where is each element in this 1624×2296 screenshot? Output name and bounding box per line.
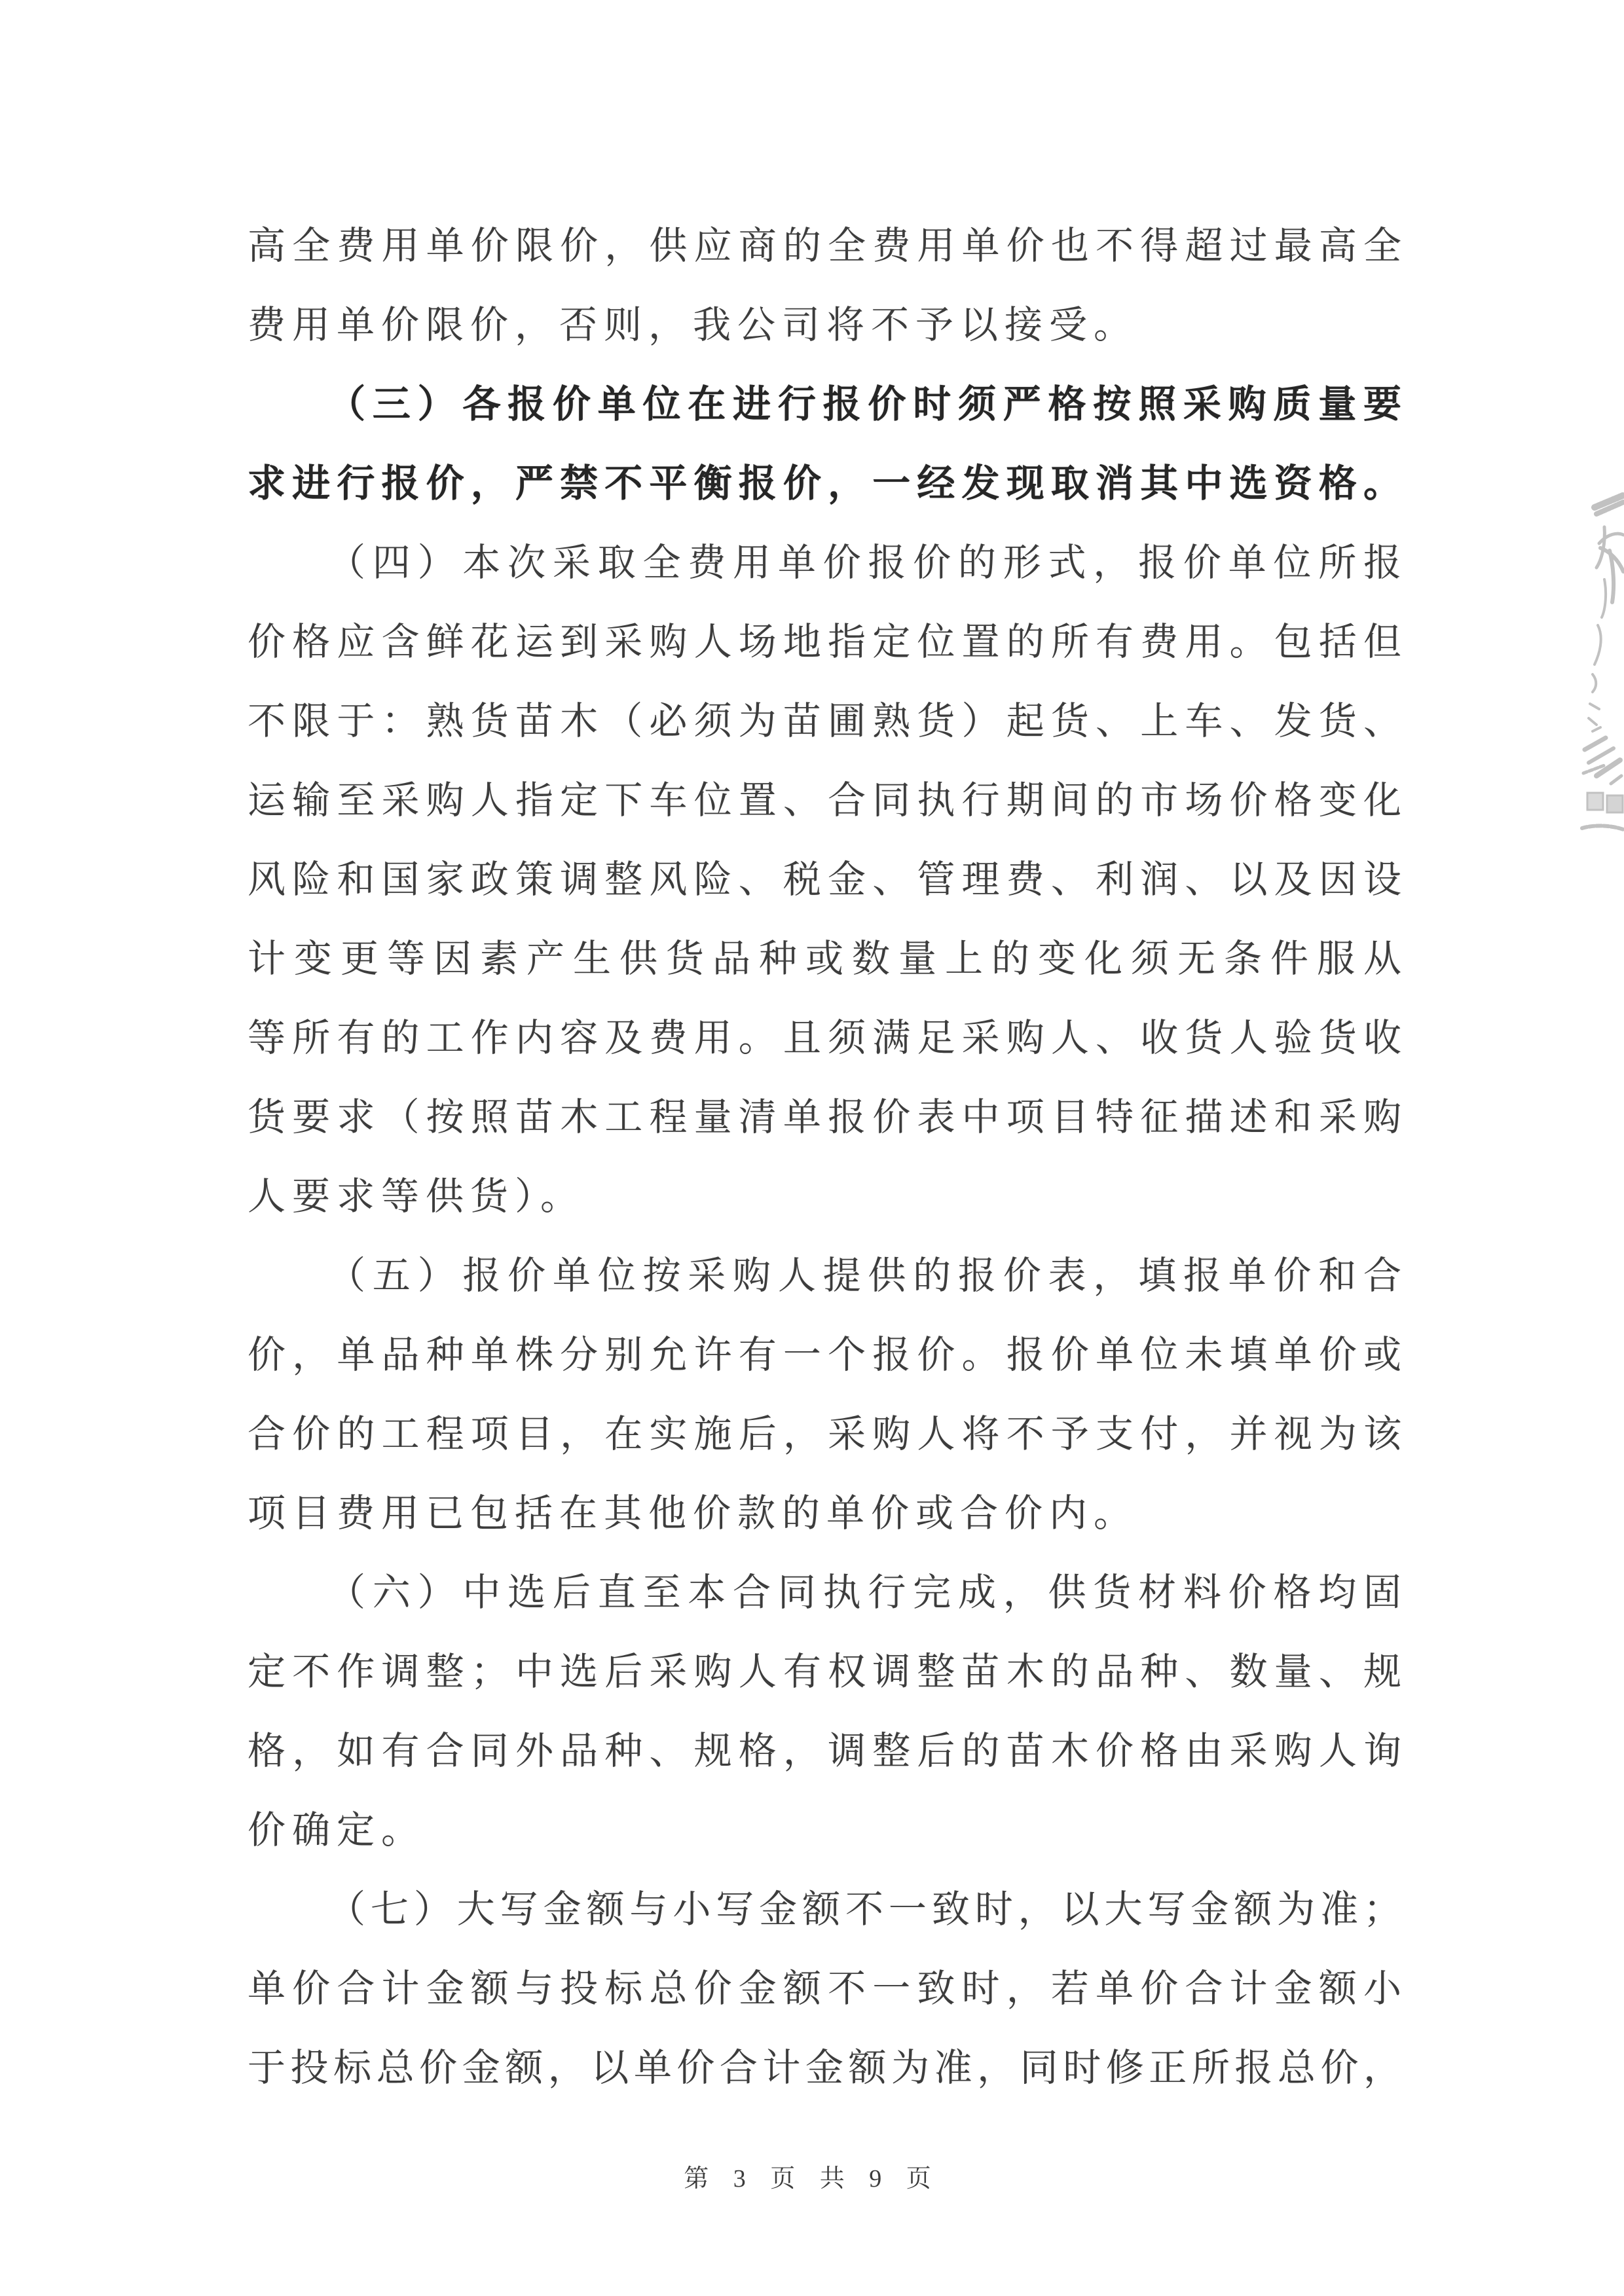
text-line: 价格应含鲜花运到采购人场地指定位置的所有费用。包括但 <box>248 621 1401 663</box>
text-line: 价，单品种单株分别允许有一个报价。报价单位未填单价或 <box>248 1334 1401 1376</box>
text-line: 风险和国家政策调整风险、税金、管理费、利润、以及因设 <box>248 858 1401 901</box>
text-line: 项目费用已包括在其他价款的单价或合价内。 <box>248 1492 1139 1535</box>
page-number: 第 3 页 共 9 页 <box>684 2165 940 2193</box>
text-line: 费用单价限价，否则，我公司将不予以接受。 <box>248 304 1139 346</box>
text-line: 计变更等因素产生供货品种或数量上的变化须无条件服从 <box>248 938 1401 980</box>
text-line: 不限于：熟货苗木（必须为苗圃熟货）起货、上车、发货、 <box>248 700 1401 742</box>
text-line: 合价的工程项目，在实施后，采购人将不予支付，并视为该 <box>248 1413 1401 1455</box>
text-line: 货要求（按照苗木工程量清单报价表中项目特征描述和采购 <box>248 1096 1401 1139</box>
text-line: 运输至采购人指定下车位置、合同执行期间的市场价格变化 <box>248 779 1401 822</box>
text-line: 价确定。 <box>248 1809 426 1851</box>
text-line: （五）报价单位按采购人提供的报价表，填报单价和合 <box>327 1254 1401 1297</box>
text-line: 单价合计金额与投标总价金额不一致时，若单价合计金额小 <box>248 1967 1401 2010</box>
text-line: 定不作调整；中选后采购人有权调整苗木的品种、数量、规 <box>248 1650 1401 1693</box>
text-line: （六）中选后直至本合同执行完成，供货材料价格均固 <box>327 1571 1401 1614</box>
document-body <box>248 206 1401 2107</box>
text-line: 人要求等供货）。 <box>248 1175 585 1218</box>
text-line: 于投标总价金额，以单价合计金额为准，同时修正所报总价， <box>248 2047 1401 2089</box>
text-line: 等所有的工作内容及费用。且须满足采购人、收货人验货收 <box>248 1017 1401 1059</box>
text-line: 求进行报价，严禁不平衡报价，一经发现取消其中选资格。 <box>248 462 1401 505</box>
text-line: （三）各报价单位在进行报价时须严格按照采购质量要 <box>327 383 1401 426</box>
text-line: （七）大写金额与小写金额不一致时，以大写金额为准； <box>327 1888 1401 1931</box>
text-line: 高全费用单价限价，供应商的全费用单价也不得超过最高全 <box>248 225 1401 267</box>
edge-stamp-artifact <box>1559 488 1624 854</box>
text-line: （四）本次采取全费用单价报价的形式，报价单位所报 <box>327 541 1401 584</box>
text-line: 格，如有合同外品种、规格，调整后的苗木价格由采购人询 <box>248 1730 1401 1772</box>
